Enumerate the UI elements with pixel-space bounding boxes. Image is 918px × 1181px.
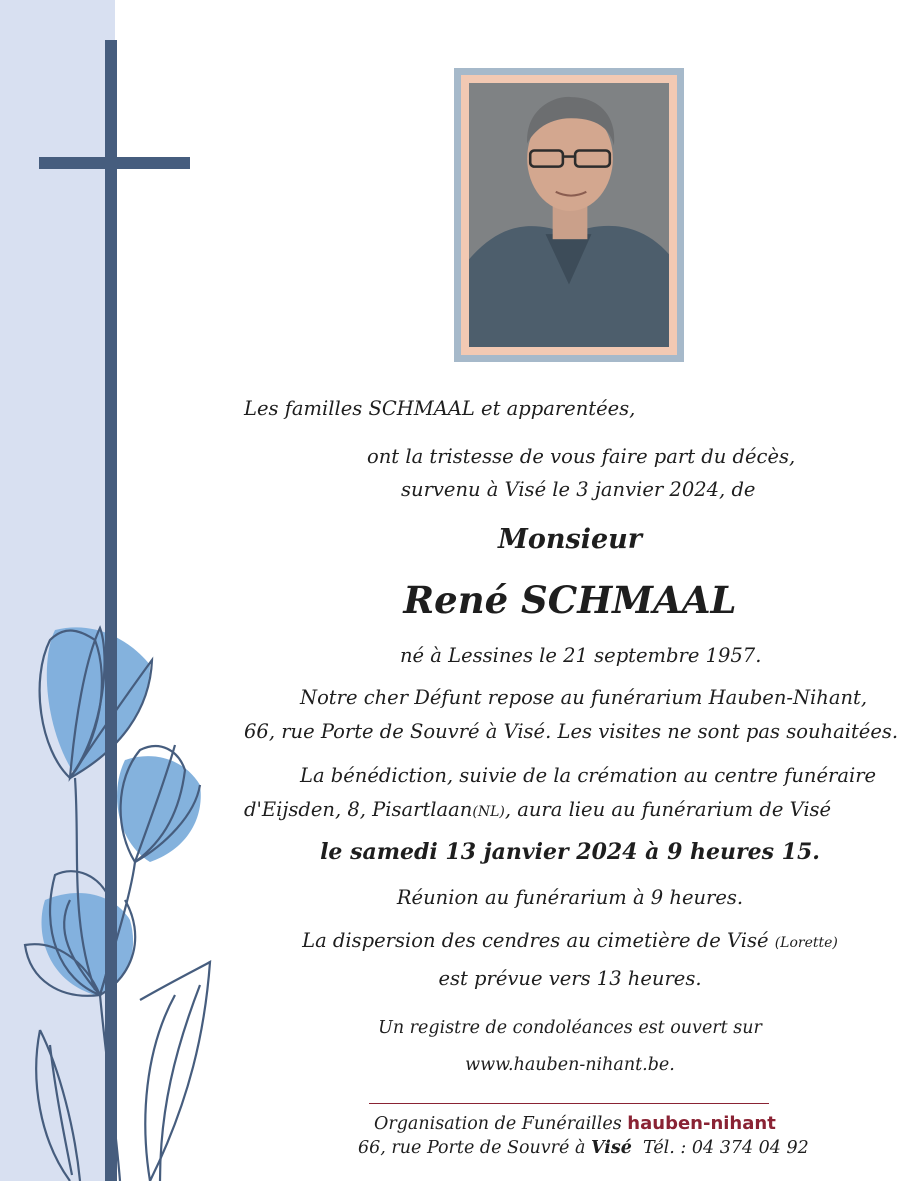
benediction-line-2: [244, 800, 831, 820]
honorific: Monsieur: [497, 524, 643, 555]
footer-phone: Tél. : 04 374 04 92: [643, 1138, 809, 1158]
dispersion-location: (Lorette): [774, 935, 838, 951]
dispersion-line-1: [290, 931, 850, 951]
cross-vertical-bar: [105, 40, 117, 1181]
ceremony-date: le samedi 13 janvier 2024 à 9 heures 15.: [320, 839, 820, 865]
announce-line-1: ont la tristesse de vous faire part du décès,: [367, 445, 796, 468]
portrait-photo: [469, 83, 669, 347]
cross-horizontal-bar: [39, 157, 190, 169]
repose-line-2: 66, rue Porte de Souvré à Visé. Les visites ne sont pas souhaitées.: [244, 720, 899, 743]
benediction-place: , aura lieu au funérarium de Visé: [504, 798, 832, 821]
footer-city: Visé: [590, 1138, 632, 1158]
birth-line: né à Lessines le 21 septembre 1957.: [400, 644, 762, 667]
footer-org-line: [374, 1115, 776, 1134]
brand-logo: hauben-nihant: [627, 1113, 776, 1134]
registry-link[interactable]: www.hauben-nihant.be.: [465, 1055, 675, 1075]
benediction-line-1: La bénédiction, suivie de la crémation au centre funéraire: [300, 764, 877, 787]
portrait-illustration: [469, 83, 669, 347]
footer-divider: [369, 1103, 769, 1104]
registry-line-1: Un registre de condoléances est ouvert sur: [378, 1018, 762, 1038]
tulip-illustration: [0, 600, 240, 1181]
intro-line: Les familles SCHMAAL et apparentées,: [244, 397, 636, 420]
portrait-frame: [454, 68, 684, 362]
benediction-address: d'Eijsden, 8, Pisartlaan: [244, 798, 473, 821]
announce-line-2: survenu à Visé le 3 janvier 2024, de: [401, 478, 756, 501]
deceased-name: René SCHMAAL: [403, 578, 737, 622]
dispersion-line-2: est prévue vers 13 heures.: [438, 967, 702, 990]
footer-address: 66, rue Porte de Souvré à: [358, 1138, 586, 1158]
reunion-line: Réunion au funérarium à 9 heures.: [396, 886, 744, 909]
footer-org-label: Organisation de Funérailles: [374, 1114, 622, 1134]
footer-address-line: [358, 1140, 809, 1158]
repose-line-1: Notre cher Défunt repose au funérarium Hauben-Nihant,: [300, 686, 868, 709]
portrait-mat: [461, 75, 677, 355]
benediction-country: (NL): [472, 804, 505, 820]
dispersion-text: La dispersion des cendres au cimetière de Visé: [302, 929, 769, 952]
